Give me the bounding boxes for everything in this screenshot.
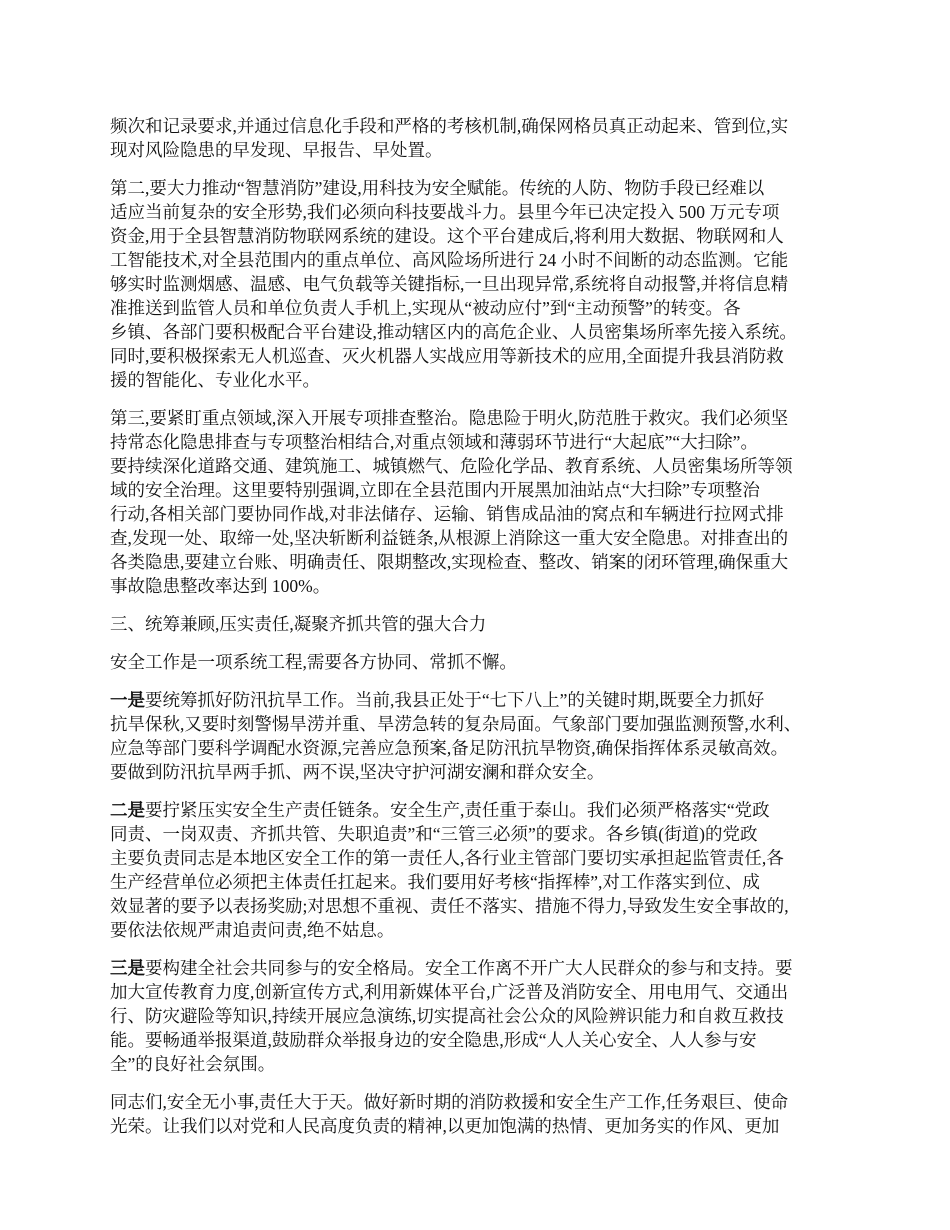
line-text: 事故隐患整改率达到 100%。 [110,576,331,596]
line-text: 频次和记录要求,并通过信息化手段和严格的考核机制,确保网格员真正动起来、管到位,实 [110,116,789,136]
text-line [110,272,850,296]
text-line [110,406,850,430]
line-text: 乡镇、各部门要积极配合平台建设,推动辖区内的高危企业、人员密集场所率先接入系统。 [110,322,797,342]
text-line [110,918,850,942]
line-text: 全”的良好社会氛围。 [110,1054,276,1074]
text-line [110,224,850,248]
line-text: 要统筹抓好防汛抗旱工作。当前,我县正处于“七下八上”的关键时期,既要全力抓好 [145,690,765,710]
text-line [110,320,850,344]
text-line [110,502,850,526]
line-text: 主要负责同志是本地区安全工作的第一责任人,各行业主管部门要切实承担起监管责任,各 [110,848,784,868]
line-text: 抗旱保秋,又要时刻警惕旱涝并重、旱涝急转的复杂局面。气象部门要加强监测预警,水利、 [110,714,802,734]
text-line [110,176,850,200]
text-line [110,980,850,1004]
line-text: 生产经营单位必须把主体责任扛起来。我们要用好考核“指挥棒”,对工作落实到位、成 [110,872,760,892]
line-text: 同责、一岗双责、齐抓共管、失职追责”和“三管三必须”的要求。各乡镇(街道)的党政 [110,824,758,844]
text-line [110,138,850,162]
line-text: 适应当前复杂的安全形势,我们必须向科技要战斗力。县里今年已决定投入 500 万元专项 [110,202,780,222]
text-line [110,550,850,574]
text-line [110,612,850,636]
line-text: 资金,用于全县智慧消防物联网系统的建设。这个平台建成后,将利用大数据、物联网和人 [110,226,784,246]
text-line [110,454,850,478]
text-line [110,798,850,822]
paragraph [110,406,850,598]
text-line [110,846,850,870]
paragraph [110,176,850,392]
text-line [110,736,850,760]
text-line [110,956,850,980]
paragraph [110,688,850,784]
line-text: 要持续深化道路交通、建筑施工、城镇燃气、危险化学品、教育系统、人员密集场所等领 [110,456,793,476]
text-line [110,368,850,392]
document-body [110,114,850,1152]
line-text: 持常态化隐患排查与专项整治相结合,对重点领域和薄弱环节进行“大起底”“大扫除”。 [110,432,758,452]
line-text: 够实时监测烟感、温感、电气负载等关键指标,一旦出现异常,系统将自动报警,并将信息精 [110,274,789,294]
line-text: 能。要畅通举报渠道,鼓励群众举报身边的安全隐患,形成“人人关心安全、人人参与安 [110,1030,757,1050]
line-text: 各类隐患,要建立台账、明确责任、限期整改,实现检查、整改、销案的闭环管理,确保重大 [110,552,789,572]
text-line [110,870,850,894]
paragraph-lead: 三是 [110,958,145,978]
line-text: 应急等部门要科学调配水资源,完善应急预案,备足防汛抗旱物资,确保指挥体系灵敏高效。 [110,738,789,758]
line-text: 效显著的要予以表扬奖励;对思想不重视、责任不落实、措施不得力,导致发生安全事故的, [110,896,789,916]
line-text: 要依法依规严肃追责问责,绝不姑息。 [110,920,395,940]
text-line [110,712,850,736]
text-line [110,574,850,598]
line-text: 第三,要紧盯重点领域,深入开展专项排查整治。隐患险于明火,防范胜于救灾。我们必须坚 [110,408,789,428]
line-text: 要构建全社会共同参与的安全格局。安全工作离不开广大人民群众的参与和支持。要 [145,958,793,978]
line-text: 准推送到监管人员和单位负责人手机上,实现从“被动应付”到“主动预警”的转变。各 [110,298,741,318]
line-text: 行动,各相关部门要协同作战,对非法储存、运输、销售成品油的窝点和车辆进行拉网式排 [110,504,784,524]
text-line [110,344,850,368]
line-text: 同时,要积极探索无人机巡查、灭火机器人实战应用等新技术的应用,全面提升我县消防救 [110,346,784,366]
text-line [110,114,850,138]
text-line [110,1052,850,1076]
text-line [110,822,850,846]
line-text: 光荣。让我们以对党和人民高度负责的精神,以更加饱满的热情、更加务实的作风、更加 [110,1116,780,1136]
text-line [110,1114,850,1138]
text-line [110,478,850,502]
text-line [110,1028,850,1052]
paragraph [110,1090,850,1138]
text-line [110,650,850,674]
paragraph-lead: 一是 [110,690,145,710]
line-text: 要做到防汛抗旱两手抓、两不误,坚决守护河湖安澜和群众安全。 [110,762,605,782]
paragraph [110,612,850,636]
text-line [110,760,850,784]
line-text: 查,发现一处、取缔一处,坚决斩断利益链条,从根源上消除这一重大安全隐患。对排查出的 [110,528,789,548]
text-line [110,526,850,550]
line-text: 域的安全治理。这里要特别强调,立即在全县范围内开展黑加油站点“大扫除”专项整治 [110,480,760,500]
paragraph [110,114,850,162]
text-line [110,200,850,224]
line-text: 行、防灾避险等知识,持续开展应急演练,切实提高社会公众的风险辨识能力和自救互救技 [110,1006,784,1026]
line-text: 安全工作是一项系统工程,需要各方协同、常抓不懈。 [110,652,517,672]
text-line [110,1004,850,1028]
line-text: 工智能技术,对全县范围内的重点单位、高风险场所进行 24 小时不间断的动态监测。它能 [110,250,789,270]
paragraph [110,798,850,942]
paragraph [110,650,850,674]
line-text: 要拧紧压实安全生产责任链条。安全生产,责任重于泰山。我们必须严格落实“党政 [145,800,770,820]
paragraph-lead: 二是 [110,800,145,820]
line-text: 第二,要大力推动“智慧消防”建设,用科技为安全赋能。传统的人防、物防手段已经难以 [110,178,765,198]
text-line [110,688,850,712]
line-text: 加大宣传教育力度,创新宣传方式,利用新媒体平台,广泛普及消防安全、用电用气、交通出 [110,982,789,1002]
line-text: 现对风险隐患的早发现、早报告、早处置。 [110,140,443,160]
text-line [110,430,850,454]
paragraph [110,956,850,1076]
text-line [110,248,850,272]
line-text: 同志们,安全无小事,责任大于天。做好新时期的消防救援和安全生产工作,任务艰巨、使命 [110,1092,789,1112]
text-line [110,894,850,918]
text-line [110,296,850,320]
line-text: 三、统筹兼顾,压实责任,凝聚齐抓共管的强大合力 [110,614,487,634]
line-text: 援的智能化、专业化水平。 [110,370,320,390]
text-line [110,1090,850,1114]
